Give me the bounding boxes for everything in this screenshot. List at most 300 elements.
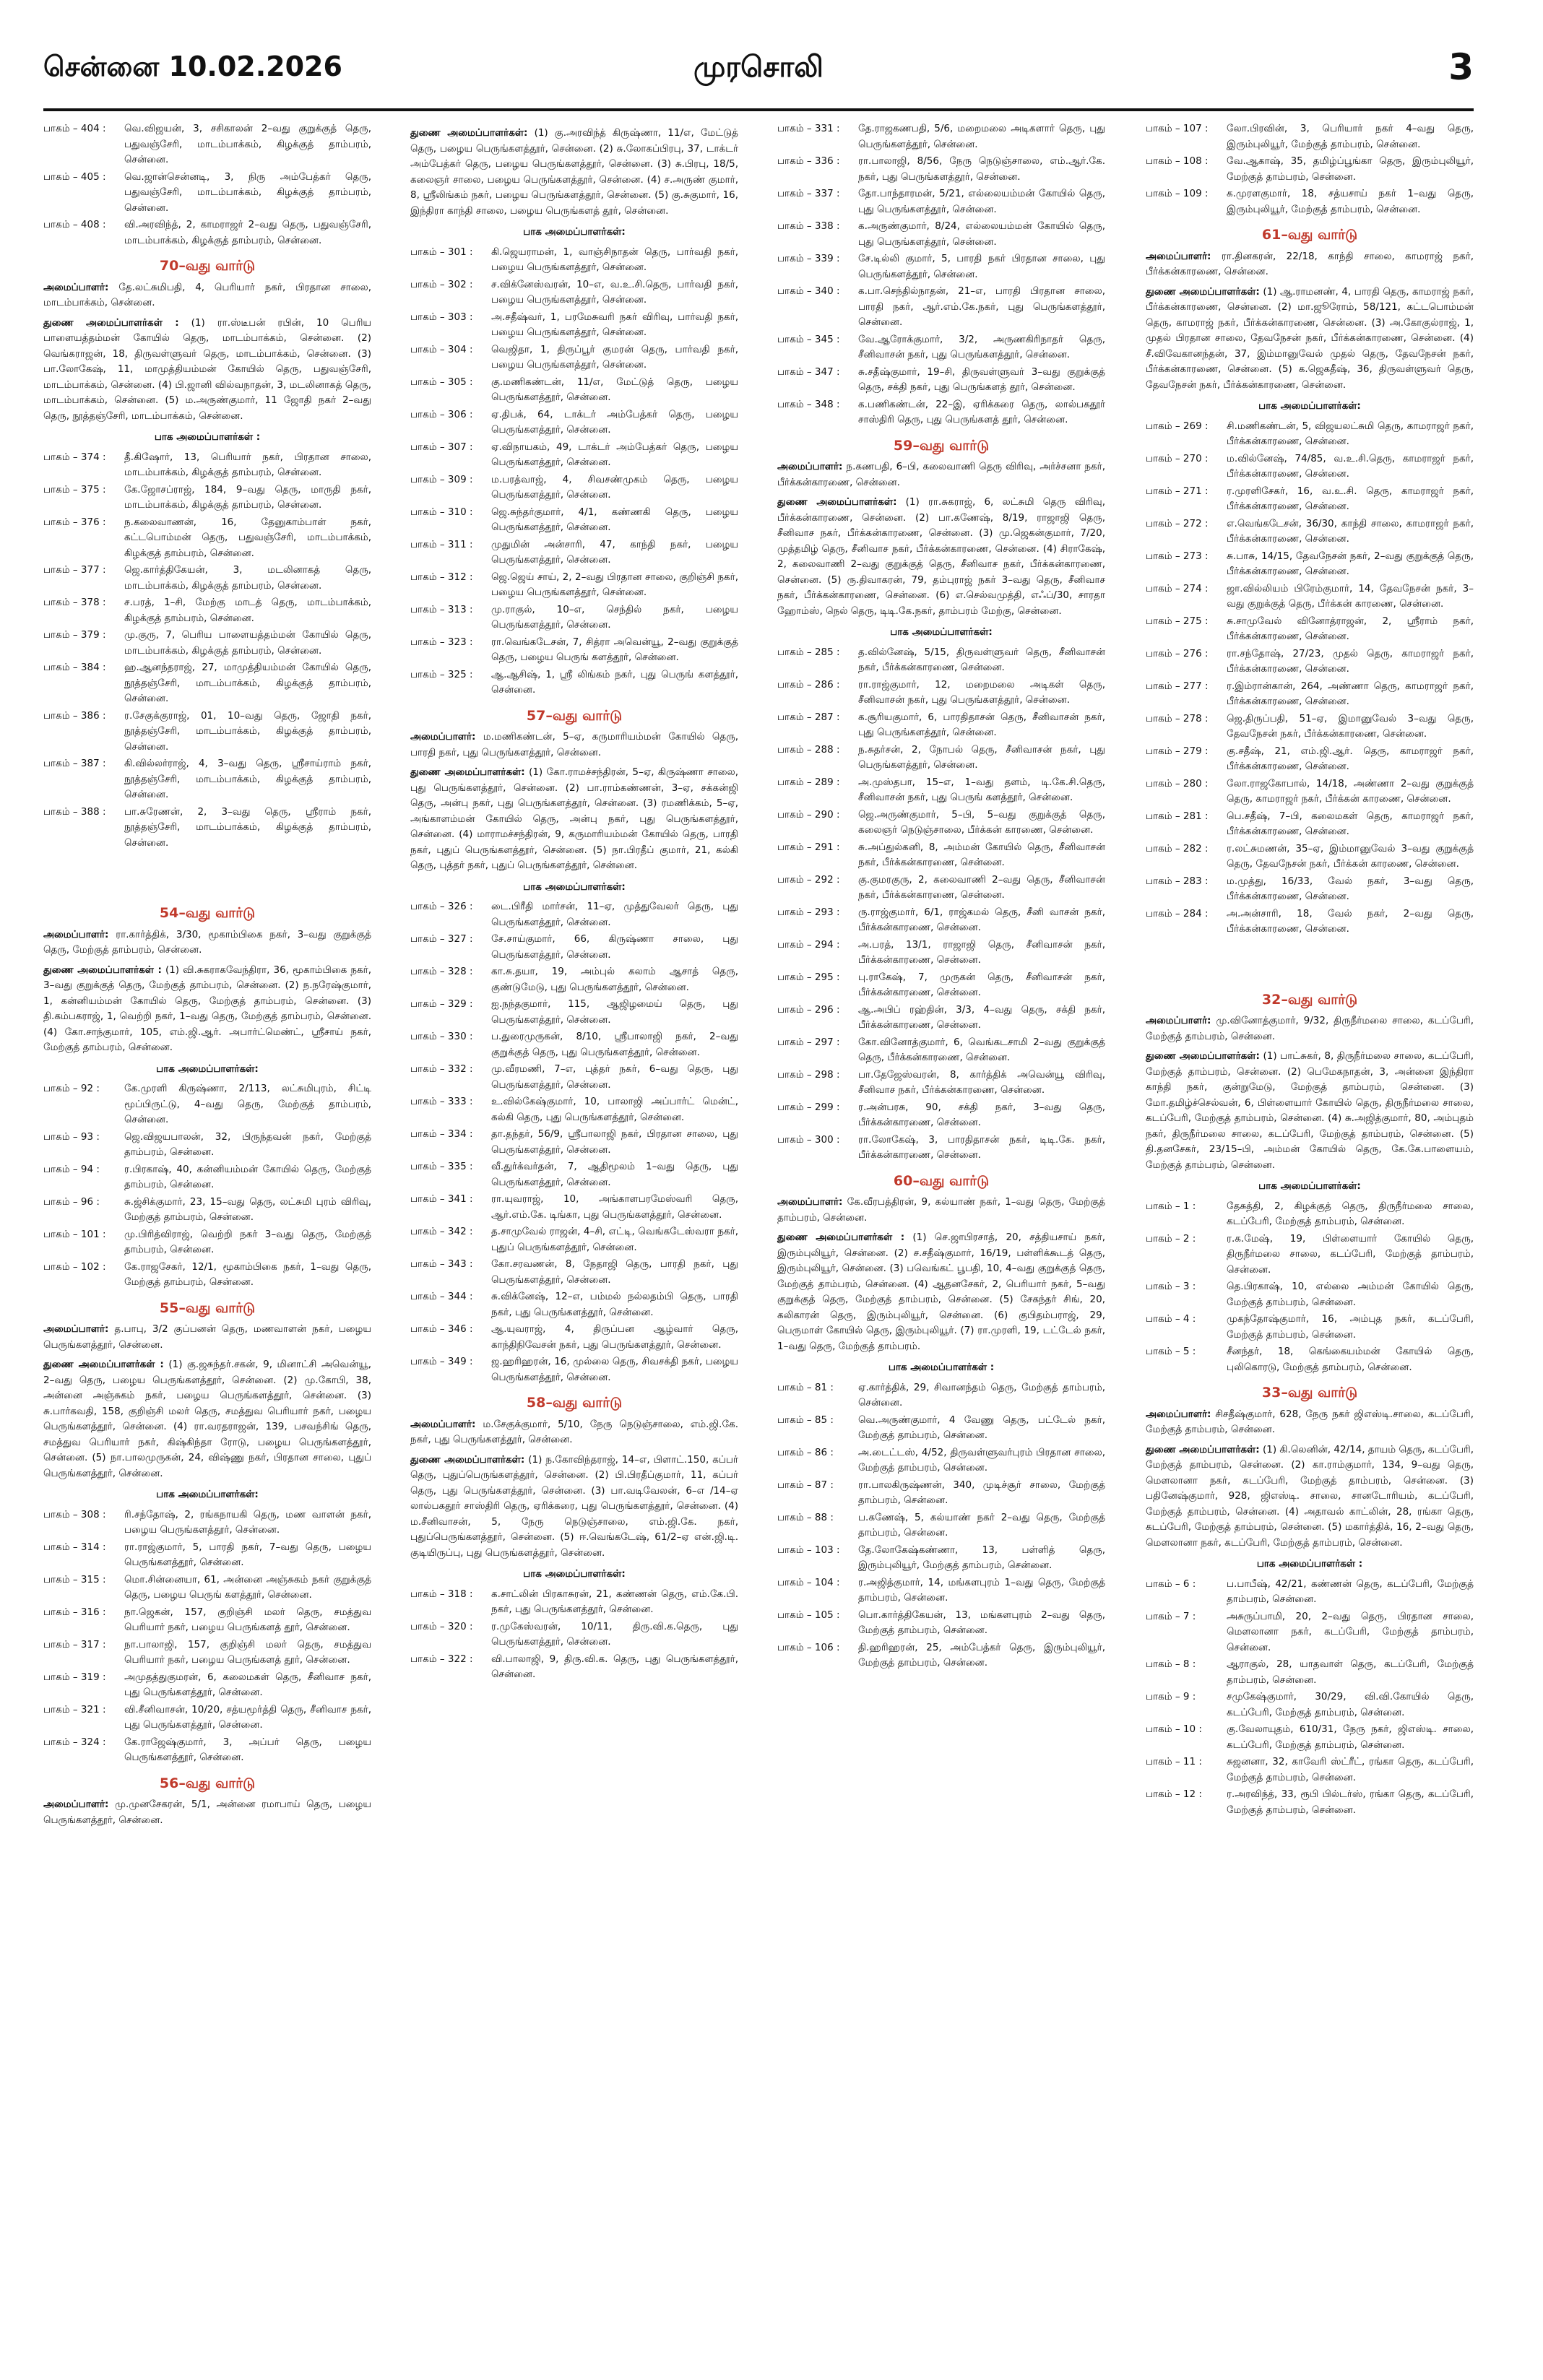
booth-number: பாகம் – 273 : [1146,550,1209,562]
booth-number: பாகம் – 291 : [777,841,840,853]
booth-address: ச.பரத், 1–சி, மேற்கு மாடத் தெரு, மாடம்பாக்கம், கிழக்குத் தாம்பரம், சென்னை. [124,597,371,624]
booth-address: ர.முகேஸ்வரன், 10/11, திரு.வி.க.தெரு, புது பெருங்களத்தூர், சென்னை. [491,1620,738,1648]
booth-number: பாகம் – 303 : [410,311,473,323]
booth-entry [1146,581,1474,613]
booth-address: அ.பரத், 13/1, ராஜாஜி தெரு, சீனிவாசன் நகர், பீர்க்கன்காரணை, சென்னை. [858,938,1105,966]
booth-address: தெ.பிரகாஷ், 10, எல்லை அம்மன் கோயில் தெரு, மேற்குத் தாம்பரம், சென்னை. [1227,1281,1474,1308]
booth-number: பாகம் – 3 : [1146,1281,1196,1292]
booth-number: பாகம் – 289 : [777,776,840,788]
booth-number: பாகம் – 338 : [777,220,840,232]
organiser-label: அமைப்பாளர்: [410,731,476,743]
column-gap [1146,939,1474,982]
booth-entry [43,563,371,594]
booth-number: பாகம் – 404 : [43,123,106,134]
section-subheading: பாக அமைப்பாளர்கள்: [156,1489,259,1500]
booth-number: பாகம் – 283 : [1146,875,1209,887]
column-1 [43,121,371,1832]
booth-number: பாகம் – 316 : [43,1606,106,1618]
booth-number: பாகம் – 349 : [410,1356,473,1367]
booth-entry [410,1192,738,1223]
booth-address: ர.க.மேஷ், 19, பிள்ளையார் கோயில் தெரு, திருநீர்மலை சாலை, கடப்பேரி, மேற்குத் தாம்பரம், சென்னை. [1227,1232,1474,1276]
booth-number: பாகம் – 87 : [777,1479,834,1491]
booth-address: ரா.யுவராஜ், 10, அங்காளபரமேஸ்வரி தெரு, ஆர்.எம்.கே. டிங்கா, புது பெருங்களத்தூர், சென்னை. [491,1193,738,1221]
booth-entry [1146,1232,1474,1278]
booth-entry [1146,614,1474,645]
booth-number: பாகம் – 327 : [410,933,473,945]
organiser-label: துணை அமைப்பாளர்கள் : [43,964,162,976]
booth-number: பாகம் – 318 : [410,1588,473,1600]
booth-number: பாகம் – 300 : [777,1133,840,1146]
newspaper-name: முரசொலி [693,51,824,84]
booth-address: ஜெ.விஜயபாலன், 32, பிருந்தவன் நகர், மேற்குத் தாம்பரம், சென்னை. [124,1130,371,1158]
booth-address: க.பணிகண்டன், 22–இ, ஏரிக்கரை தெரு, லால்பகதூர் சாஸ்திரி தெரு, புது பெருங்களத் தூர், சென்னை. [858,398,1105,425]
organiser-label: துணை அமைப்பாளர்கள்: [1146,1443,1260,1455]
booth-number: பாகம் – 290 : [777,808,840,821]
booth-entry [1146,841,1474,873]
organiser-text: மு.முனசேகரன், 5/1, அன்னை ரமாபாய் தெரு, பழைய பெருங்களத்தூர், சென்னை. [43,1799,371,1826]
organiser-text: (1) கி.லெனின், 42/14, தாயம் தெரு, கடப்பேரி, மேற்குத் தாம்பரம், சென்னை. (2) கா.ராம்குமார், 134, 9–வது தெரு, மௌலானா நகர், கடப்பேரி, மேற்குத் தாம்பரம், சென்னை. (3) பதினேஷ்குமார், 928, ஜிஎஸ்டி. சாலை, சானடோரியம், கடப்பேரி, மேற்குத் தாம்பரம், சென்னை. (4) அதாவல் காட்லின், 28, ரங்கா தெரு, கடப்பேரி, மேற்குத் தாம்பரம், சென்னை. (5) மகார்த்திக், 16, 2–வது தெரு, மௌலானா நகர், கடப்பேரி, மேற்குத் தாம்பரம், சென்னை. [1146,1443,1474,1549]
organiser-label: துணை அமைப்பாளர்கள் : [43,316,179,329]
booth-address: தே.ராஜகணபதி, 5/6, மறைமலை அடிகளார் தெரு, புது பெருங்களத்தூர், சென்னை. [858,123,1105,150]
booth-number: பாகம் – 388 : [43,805,106,818]
booth-address: வி.பாலாஜி, 9, திரு.வி.க. தெரு, புது பெருங்களத்தூர், சென்னை. [491,1653,738,1680]
booth-address: ப.கணேஷ், 5, கல்யாண் நகர் 2–வது தெரு, மேற்குத் தாம்பரம், சென்னை. [858,1511,1105,1539]
booth-number: பாகம் – 285 : [777,646,840,658]
booth-number: பாகம் – 376 : [43,516,106,528]
booth-address: ஆ.ஆசிஷ், 1, ஸ்ரீ லிங்கம் நகர், புது பெருங் களத்தூர், சென்னை. [491,668,738,696]
booth-address: ஜெ.சுந்தர்குமார், 4/1, கண்ணகி தெரு, பழைய பெருங்களத்தூர், சென்னை. [491,506,738,533]
booth-address: தோ.பாந்தாரமன், 5/21, எல்லையம்மன் கோயில் தெரு, புது பெருங்களத்தூர், சென்னை. [858,188,1105,215]
booth-address: டை.பிரீதி மார்சன், 11–ஏ, முத்துவேலர் தெரு, புது பெருங்களத்தூர், சென்னை. [491,901,738,928]
booth-number: பாகம் – 317 : [43,1638,106,1650]
booth-entry [1146,1312,1474,1343]
organiser-block [43,316,371,425]
organiser-block [1146,1442,1474,1552]
booth-number: பாகம் – 297 : [777,1036,840,1048]
booth-entry [410,472,738,503]
booth-entry [777,873,1105,904]
booth-address: க.சூரியகுமார், 6, பாரதிதாசன் தெரு, சீனிவாசன் நகர், புது பெருங்களத்தூர், சென்னை. [858,711,1105,738]
booth-number: பாகம் – 10 : [1146,1723,1202,1735]
booth-entry [777,938,1105,969]
booth-number: பாகம் – 4 : [1146,1313,1196,1325]
booth-entry [43,121,371,168]
organiser-label: துணை அமைப்பாளர்கள்: [410,766,525,778]
organiser-block [410,1453,738,1562]
ward-heading: 70–வது வார்டு [159,258,256,274]
booth-entry [1146,1689,1474,1721]
booth-address: மு.வீரமணி, 7–எ, புத்தர் நகர், 6–வது தெரு, புது பெருங்களத்தூர், சென்னை. [491,1063,738,1091]
booth-number: பாகம் – 102 : [43,1260,106,1273]
booth-address: கே.ராஜசேகர், 12/1, மூகாம்பிகை நகர், 1–வது தெரு, மேற்குத் தாம்பரம், சென்னை. [124,1260,371,1288]
booth-address: சே.சாய்குமார், 66, கிருஷ்ணா சாலை, புது பெருங்களத்தூர், சென்னை. [491,933,738,961]
booth-number: பாகம் – 348 : [777,398,840,410]
organiser-block [410,765,738,874]
organiser-label: துணை அமைப்பாளர்கள்: [1146,285,1260,298]
booth-entry [777,1478,1105,1509]
booth-entry [43,1195,371,1226]
booth-address: முதுமின் அன்சாரி, 47, காந்தி நகர், பழைய பெருங்களத்தூர், சென்னை. [491,538,738,566]
booth-number: பாகம் – 386 : [43,709,106,722]
booth-number: பாகம் – 301 : [410,246,473,258]
booth-address: நா.பாலாஜி, 157, குறிஞ்சி மலர் தெரு, சமத்துவ பெரியார் நகர், பழைய பெருங்களத் தூர், சென்னை. [124,1638,371,1666]
booth-number: பாகம் – 326 : [410,901,473,912]
booth-number: பாகம் – 107 : [1146,123,1209,134]
booth-entry [43,1081,371,1128]
booth-entry [410,1029,738,1060]
organiser-text: (1) கோ.ராமச்சந்திரன், 5–ஏ, கிருஷ்ணா சாலை, புது பெருங்களத்தூர், சென்னை. (2) பா.ராம்கண்ணன், 3–ஏ, சக்கன்ஜி தெரு, அன்பு நகர், புது பெருங்களத்தூர், சென்னை. (3) ரமணிக்கம், 5–ஏ, அங்காளம்மன் கோயில் தெரு, அன்பு நகர், புது பெருங்களத்தூர், சென்னை. (4) மாராமச்சந்திரன், 9, கருமாரியம்மன் கோயில் தெரு, பாரதி நகர், புதுப் பெருங்களத்தூர், சென்னை. (5) நா.பிரதீப் குமார், 21, கல்கி தெரு, புத்தர் நகர், புதுப் பெருங்களத்தூர், சென்னை. [410,766,738,871]
booth-address: அ.முஸ்தபா, 15–எ, 1–வது தளம், டி.கே.சி.தெரு, சீனிவாசன் நகர், புது பெருங் களத்தூர், சென்னை. [858,776,1105,803]
booth-entry [43,1260,371,1291]
booth-number: பாகம் – 93 : [43,1130,100,1143]
booth-entry [1146,711,1474,743]
booth-entry [1146,874,1474,905]
organiser-label: அமைப்பாளர்: [1146,250,1211,262]
booth-entry [43,1605,371,1636]
booth-address: ரா.வெங்கடேசன், 7, சித்ரா அவென்யூ, 2–வது குறுக்குத் தெரு, பழைய பெருங் களத்தூர், சென்னை. [491,636,738,663]
booth-address: வீ.துர்க்வர்தன், 7, ஆதிமூலம் 1–வது தெரு, புது பெருங்களத்தூர், சென்னை. [491,1161,738,1188]
booth-number: பாகம் – 278 : [1146,712,1209,724]
booth-address: க.பா.செந்தில்நாதன், 21–எ, பாரதி பிரதான சாலை, பாரதி நகர், ஆர்.எம்.கே.நகர், புது பெருங்களத்தூர், சென்னை. [858,285,1105,328]
booth-number: பாகம் – 308 : [43,1508,106,1520]
booth-entry [410,1094,738,1125]
organiser-label: அமைப்பாளர்: [1146,1015,1211,1026]
organiser-block [1146,249,1474,280]
booth-address: கே.ராஜேஷ்குமார், 3, அப்பர் தெரு, பழைய பெருங்களத்தூர், சென்னை. [124,1736,371,1763]
organiser-block [43,1322,371,1353]
organiser-text: தே.லட்சுமிபதி, 4, பெரியார் நகர், பிரதான சாலை, மாடம்பாக்கம், சென்னை. [43,281,371,308]
booth-entry [777,1608,1105,1639]
booth-number: பாகம் – 94 : [43,1163,100,1175]
booth-address: மு.ராகுல், 10–எ, செந்தில் நகர், பழைய பெருங்களத்தூர், சென்னை. [491,603,738,631]
booth-address: ஆராகுல், 28, யாதவாள் தெரு, கடப்பேரி, மேற்குத் தாம்பரம், சென்னை. [1227,1658,1474,1686]
booth-address: ர.அரவிந்த், 33, ரூபி பில்டர்ஸ், ரங்கா தெரு, கடப்பேரி, மேற்குத் தாம்பரம், சென்னை. [1227,1788,1474,1816]
booth-entry [777,154,1105,185]
booth-number: பாகம் – 11 : [1146,1756,1202,1767]
booth-entry [43,1130,371,1161]
organiser-block [1146,1407,1474,1438]
booth-address: மு.குரு, 7, பெரிய பாளையத்தம்மன் கோயில் தெரு, மாடம்பாக்கம், கிழக்குத் தாம்பரம், சென்னை. [124,629,371,657]
booth-address: ர.லட்சுமணன், 35–ஏ, இம்மானுவேல் 3–வது குறுக்குத் தெரு, தேவநேசன் நகர், பீர்க்கன் காரணை, சென்னை. [1227,842,1474,870]
organiser-text: (1) பாட்சுகர், 8, திருநீர்மலை சாலை, கடப்பேரி, மேற்குத் தாம்பரம், சென்னை. (2) பெமேகநாதன், 3, அன்னை இந்திரா காந்தி நகர், குன்றுமேடு, மேற்குத் தாம்பரம், சென்னை. (3) மோ.தமிழ்ச்செல்வன், 6, பிள்ளையார் கோயில் தெரு, திருநீர்மலை சாலை, கடப்பேரி, மேற்குத் தாம்பரம், சென்னை. (4) சு.அஜித்குமார், 80, அம்புதம் நகர், திருநீர்மலை சாலை, கடப்பேரி, மேற்குத் தாம்பரம், சென்னை. (5) தி.தனசேகர், 23/15–பி, அம்மன் கோயில் தெரு, கே.கே.பாளையம், மேற்குத் தாம்பரம், சென்னை. [1146,1050,1474,1171]
booth-number: பாகம் – 295 : [777,971,840,983]
booth-number: பாகம் – 384 : [43,662,106,673]
section-subheading: பாக அமைப்பாளர்கள்: [890,626,993,638]
column-gap [43,852,371,896]
booth-number: பாகம் – 92 : [43,1083,100,1094]
booth-entry [410,245,738,276]
booth-address: க.அருண்குமார், 8/24, எல்லையம்மன் கோயில் தெரு, புது பெருங்களத்தூர், சென்னை. [858,220,1105,248]
booth-entry [1146,516,1474,548]
booth-entry [410,505,738,536]
booth-address: கோ.சரவணன், 8, நேதாஜி தெரு, பாரதி நகர், புது பெருங்களத்தூர், சென்னை. [491,1258,738,1286]
organiser-label: துணை அமைப்பாளர்கள்: [777,496,897,508]
booth-address: கி.வில்லர்ராஜ், 4, 3–வது தெரு, ஸ்ரீசாய்ராம் நகர், நூத்தஞ்சேரி, மாடம்பாக்கம், கிழக்குத் தாம்பரம், சென்னை. [124,758,371,800]
booth-entry [777,1133,1105,1164]
booth-entry [43,805,371,852]
booth-entry [410,1587,738,1618]
booth-entry [777,1003,1105,1034]
booth-number: பாகம் – 280 : [1146,777,1209,789]
booth-entry [410,1127,738,1158]
booth-address: பொ.கார்த்திகேயன், 13, மங்களபுரம் 2–வது தெரு, மேற்குத் தாம்பரம், சென்னை. [858,1609,1105,1636]
organiser-text: (1) வி.சுகராகவேந்திரா, 36, மூகாம்பிகை நகர், 3–வது குறுக்குத் தெரு, மேற்குத் தாம்பரம், சென்னை. (2) ந.நரேஷ்குமார், 1, கன்னியம்மன் கோயில் தெரு, மேற்குத் தாம்பரம், சென்னை. (3) தி.கம்பகராஜ், 1, வெற்றி நகர், 1–வது தெரு, மேற்குத் தாம்பரம், சென்னை. (4) கோ.சாந்குமார், 105, எம்.ஜி.ஆர். அபார்ட்மெண்ட், ஸ்ரீசாய் நகர், மேற்குத் தாம்பரம், சென்னை. [43,964,371,1053]
organiser-text: (1) ஆ.ராமனண், 4, பாரதி தெரு, காமராஜ் நகர், பீர்க்கன்காரணை, சென்னை. (2) மா.ஜூரோம், 58/121, கட்டபொம்மன் தெரு, காமராஜ் நகர், பீர்க்கன்காரணை, சென்னை. (3) அ.கோகுல்ராஜ், 1, முதல் பிரதான சாலை, தேவநேசன் நகர், பீர்க்கன்காரணை, சென்னை. (4) சீ.விவேகானந்தன், 37, இம்மானுவேல் முதல் தெரு, தேவநேசன் நகர், பீர்க்கன்காரணை, சென்னை. (5) க.ஜெகதீஷ், 36, திருவள்ளுவர் தெரு, தேவநேசன் நகர், பீர்க்கன்காரணை, சென்னை. [1146,285,1474,391]
column-2 [410,121,738,1684]
booth-number: பாகம் – 314 : [43,1541,106,1553]
booth-number: பாகம் – 271 : [1146,485,1209,497]
booth-entry [1146,154,1474,185]
booth-address: ர.முரளிசேகர், 16, வ.உ.சி. தெரு, காமராஜர் நகர், பீர்க்கன்காரணை, சென்னை. [1227,485,1474,512]
organiser-block [777,459,1105,490]
organiser-label: துணை அமைப்பாளர்கள்: [1146,1050,1260,1062]
booth-entry [43,1162,371,1193]
booth-entry [410,1062,738,1093]
booth-entry [43,595,371,626]
booth-number: பாகம் – 296 : [777,1003,840,1016]
organiser-text: (1) ரா.ஸ்டீபன் ரபின், 10 பெரிய பாளையத்தம்மன் கோயில் தெரு, மாடம்பாக்கம், சென்னை. (2) வெங்கராஜன், 18, திருவள்ளுவர் தெரு, மாடம்பாக்கம், சென்னை. (3) பா.லோகேஷ், 11, மாமுத்தியம்மன் கோயில் தெரு, பதுவஞ்சேரி, மாடம்பாக்கம், சென்னை. (4) பி.ஜானி வில்வநாதன், 3, மடலினாகத் தெரு, மாடம்பாக்கம், சென்னை. (5) ம.அருண்குமார், 11 ஜோதி நகர் 2–வது தெரு, நூத்தஞ்சேரி, மாடம்பாக்கம், சென்னை. [43,316,372,422]
booth-entry [410,602,738,633]
booth-entry [1146,1199,1474,1230]
booth-address: ஏ.கார்த்திக், 29, சிவானந்தம் தெரு, மேற்குத் தாம்பரம், சென்னை. [858,1381,1105,1408]
booth-number: பாகம் – 277 : [1146,680,1209,692]
booth-number: பாகம் – 274 : [1146,582,1209,594]
booth-number: பாகம் – 103 : [777,1544,840,1556]
booth-entry [1146,809,1474,840]
booth-entry [1146,549,1474,580]
organiser-block [1146,285,1474,394]
booth-address: சுஜனனா, 32, காவேரி ஸ்ட்ரீட், ரங்கா தெரு, கடப்பேரி, மேற்குத் தாம்பரம், சென்னை. [1227,1756,1474,1783]
booth-address: வெஜிதா, 1, திருப்பூர் குமரன் தெரு, பார்வதி நகர், பழைய பெருங்களத்தூர், சென்னை. [491,343,738,371]
booth-number: பாகம் – 85 : [777,1414,834,1426]
booth-address: ஜ.ஹரிஹரன், 16, முல்லை தெரு, சிவசக்தி நகர், பழைய பெருங்களத்தூர், சென்னை. [491,1356,738,1383]
booth-number: பாகம் – 346 : [410,1323,473,1335]
booth-entry [1146,1722,1474,1753]
booth-number: பாகம் – 7 : [1146,1610,1196,1622]
section-subheading: பாக அமைப்பாளர்கள்: [1258,400,1361,412]
booth-address: கி.ஜெயராமன், 1, வாஞ்சிநாதன் தெரு, பார்வதி நகர், பழைய பெருங்களத்தூர், சென்னை. [491,246,738,273]
booth-number: பாகம் – 302 : [410,278,473,290]
booth-address: வி.அரவிந்த், 2, காமராஜர் 2–வது தெரு, பதுவஞ்சேரி, மாடம்பாக்கம், கிழக்குத் தாம்பரம், சென்னை. [124,219,371,246]
booth-number: பாகம் – 2 : [1146,1232,1196,1245]
booth-entry [43,1540,371,1571]
booth-number: பாகம் – 279 : [1146,745,1209,757]
organiser-block [43,1797,371,1828]
booth-entry [410,1619,738,1650]
booth-address: கு.வேலாயுதம், 610/31, நேரு நகர், ஜிஎஸ்டி. சாலை, கடப்பேரி, மேற்குத் தாம்பரம், சென்னை. [1227,1723,1474,1751]
booth-entry [777,1035,1105,1066]
booth-address: ந.கலைவாணன், 16, தேனுகாம்பாள் நகர், கட்டபொம்மன் தெரு, பதுவஞ்சேரி, மாடம்பாக்கம், கிழக்குத் தாம்பரம், சென்னை. [124,516,371,559]
booth-number: பாகம் – 12 : [1146,1788,1202,1800]
booth-address: வே.ஆகாஷ், 35, தமிழ்ப்பூங்கா தெரு, இரும்புலியூர், மேற்குத் தாம்பரம், சென்னை. [1227,155,1474,183]
booth-entry [410,1652,738,1683]
booth-entry [1146,1609,1474,1656]
ward-heading: 56–வது வார்டு [159,1775,256,1791]
booth-number: பாகம் – 320 : [410,1620,473,1632]
booth-entry [777,1068,1105,1099]
booth-address: த.வில்னேஷ், 5/15, திருவள்ளுவர் தெரு, சீனிவாசன் நகர், பீர்க்கன்காரணை, சென்னை. [858,646,1105,673]
booth-number: பாகம் – 276 : [1146,647,1209,659]
booth-address: கே.ஜோசப்ராஜ், 184, 9–வது தெரு, மாருதி நகர், மாடம்பாக்கம், கிழக்குத் தாம்பரம், சென்னை. [124,483,371,511]
organiser-label: அமைப்பாளர்: [410,1418,476,1430]
booth-address: ர.அஜித்குமார், 14, மங்களபுரம் 1–வது தெரு, மேற்குத் தாம்பரம், சென்னை. [858,1576,1105,1604]
booth-address: சே.டில்லி குமார், 5, பாரதி நகர் பிரதான சாலை, புது பெருங்களத்தூர், சென்னை. [858,253,1105,280]
booth-entry [1146,121,1474,152]
booth-entry [43,1735,371,1766]
booth-entry [777,710,1105,741]
booth-entry [43,450,371,481]
organiser-label: துணை அமைப்பாளர்கள் : [43,1359,164,1370]
masthead [43,46,1474,92]
ward-heading: 61–வது வார்டு [1261,227,1358,243]
booth-number: பாகம் – 405 : [43,170,106,183]
booth-entry [777,251,1105,282]
organiser-text: (1) ந.கோவிந்தராஜ், 14–எ, பிளாட்.150, கப்பர் தெரு, புதுப்பெருங்களத்தூர், சென்னை. (2) பி.பிரதீப்குமார், 11, கப்பர் தெரு, புது பெருங்களத்தூர், சென்னை. (3) பா.வடிவேலன், 6–எ /14–ஏ லால்பகதூர் சாஸ்திரி தெரு, ஏரிக்கரை, புது பெருங்களத்தூர், சென்னை. (4) ம.சீனிவாசன், 5, நேரு நெடுஞ்சாலை, எம்.ஜி.கே. நகர், புதுப்பெருங்களத்தூர், சென்னை. (5) ஈ.வெங்கடேஷ், 61/2–ஏ என்.ஜி.டி. குடியிருப்பு, புது பெருங்களத்தூர், சென்னை. [410,1453,738,1559]
organiser-block [43,280,371,311]
booth-entry [410,899,738,930]
booth-entry [777,219,1105,250]
booth-entry [777,1640,1105,1671]
booth-entry [1146,906,1474,938]
booth-number: பாகம் – 321 : [43,1703,106,1715]
ward-heading: 57–வது வார்டு [526,707,623,724]
booth-entry [410,440,738,471]
booth-entry [1146,419,1474,450]
organiser-text: ரா.கார்த்திக், 3/30, மூகாம்பிகை நகர், 3–வது குறுக்குத் தெரு, மேற்குத் தாம்பரம், சென்னை. [43,928,371,956]
section-subheading: பாக அமைப்பாளர்கள்: [523,226,626,238]
section-subheading: பாக அமைப்பாளர்கள்: [156,1063,259,1075]
booth-entry [43,660,371,707]
column-3 [777,121,1105,1673]
booth-address: ஏ.திபக், 64, டாக்டர் அம்பேத்கர் தெரு, பழைய பெருங்களத்தூர், சென்னை. [491,408,738,436]
booth-address: சு.விக்னேஷ், 12–எ, பம்மல் நல்லதம்பி தெரு, பாரதி நகர், புது பெருங்களத்தூர், சென்னை. [491,1291,738,1318]
booth-number: பாகம் – 377 : [43,564,106,576]
booth-entry [43,1572,371,1604]
booth-entry [410,964,738,995]
booth-address: ரா.ராஜ்குமார், 5, பாரதி நகர், 7–வது தெரு, பழைய பெருங்களத்தூர், சென்னை. [124,1541,371,1568]
booth-number: பாகம் – 387 : [43,758,106,769]
booth-number: பாகம் – 88 : [777,1511,834,1523]
booth-entry [410,310,738,341]
booth-address: வெ.ஜான்சென்னடி, 3, நிரு அம்பேத்கர் தெரு, பதுவஞ்சேரி, மாடம்பாக்கம், கிழக்குத் தாம்பரம், சென்னை. [124,170,371,214]
booth-address: ச.விக்னேஸ்வரன், 10–எ, வ.உ.சி.தெரு, பார்வதி நகர், பழைய பெருங்களத்தூர், சென்னை. [491,278,738,306]
booth-address: கோ.வினோத்குமார், 6, வெங்கடசாமி 2–வது குறுக்குத் தெரு, பீர்க்கன்காரணை, சென்னை. [858,1036,1105,1063]
organiser-text: மு.வினோத்குமார், 9/32, திருநீர்மலை சாலை, கடப்பேரி, மேற்குத் தாம்பரம், சென்னை. [1146,1015,1474,1042]
booth-entry [1146,186,1474,217]
booth-number: பாகம் – 333 : [410,1096,473,1107]
organiser-text: (1) கு.ஜசுந்தர்.சகன், 9, மினாட்சி அவென்யூ, 2–வது தெரு, பழைய பெருங்களத்தூர், சென்னை. (2) மு.கோபி, 38, அன்னை அஞ்சுகம் நகர், பழைய பெருங்களத்தூர், சென்னை. (3) சு.பார்கவதி, 158, குறிஞ்சி மலர் தெரு, சமத்துவ பெரியார் நகர், பழைய பெருங்களத்தூர், சென்னை. (4) ரா.வரதராஜன், 139, பசவந்சிங் தெரு, சமத்துவ பெரியார் நகர், கிஷ்கிந்தா ரோடு, பழைய பெருங்களத்தூர், சென்னை. (5) நா.பாலமுருகன், 24, விஷ்ணு நகர், பிரதான சாலை, புதுப் பெருங்களத்தூர், சென்னை. [43,1359,372,1479]
booth-entry [1146,451,1474,483]
booth-number: பாகம் – 311 : [410,538,473,550]
booth-address: கு.குமரகுரு, 2, கலைவாணி 2–வது தெரு, சீனிவாசன் நகர், பீர்க்கன்காரணை, சென்னை. [858,873,1105,901]
booth-address: தே.லோகேஷ்கண்ணா, 13, பள்ளித் தெரு, இரும்புலியூர், மேற்குத் தாம்பரம், சென்னை. [858,1544,1105,1571]
booth-number: பாகம் – 345 : [777,333,840,345]
booth-entry [410,537,738,568]
organiser-label: துணை அமைப்பாளர்கள்: [410,127,528,139]
ward-heading: 54–வது வார்டு [159,905,256,921]
booth-address: சமுகேஷ்குமார், 30/29, வி.வி.கோயில் தெரு, கடப்பேரி, மேற்குத் தாம்பரம், சென்னை. [1227,1691,1474,1718]
booth-entry [777,775,1105,806]
booth-number: பாகம் – 319 : [43,1671,106,1683]
booth-address: ம.வில்னேஷ், 74/85, வ.உ.சி.தெரு, காமராஜர் நகர், பீர்க்கன்காரணை, சென்னை. [1227,452,1474,480]
booth-address: எ.வெங்கடேசன், 36/30, காந்தி சாலை, காமராஜர் நகர், பீர்க்கன்காரணை, சென்னை. [1227,517,1474,545]
booth-entry [43,1637,371,1669]
organiser-label: அமைப்பாளர்: [43,928,109,940]
booth-address: ர.பிரகாஷ், 40, கன்னியம்மன் கோயில் தெரு, மேற்குத் தாம்பரம், சென்னை. [124,1163,371,1190]
booth-number: பாகம் – 294 : [777,938,840,951]
booth-entry [777,1445,1105,1476]
booth-address: பெ.சதீஷ், 7–பி, கலைமகள் தெரு, காமராஜர் நகர், பீர்க்கன்காரணை, சென்னை. [1227,810,1474,837]
booth-number: பாகம் – 1 : [1146,1200,1196,1212]
booth-address: தேசுத்தி, 2, கிழக்குத் தெரு, திருநீர்மலை சாலை, கடப்பேரி, மேற்குத் தாம்பரம், சென்னை. [1227,1200,1474,1227]
section-subheading: பாக அமைப்பாளர்கள்: [523,1568,626,1580]
organiser-label: அமைப்பாளர்: [1146,1408,1211,1420]
organiser-block [43,963,371,1056]
booth-number: பாகம் – 378 : [43,597,106,608]
ward-heading: 32–வது வார்டு [1261,991,1358,1008]
booth-entry [1146,1577,1474,1608]
booth-entry [410,1289,738,1320]
booth-entry [777,808,1105,839]
booth-number: பாகம் – 344 : [410,1291,473,1302]
booth-number: பாகம் – 81 : [777,1381,834,1393]
organiser-text: ம.மணிகண்டன், 5–ஏ, கருமாரியம்மன் கோயில் தெரு, பாரதி நகர், புது பெருங்களத்தூர், சென்னை. [410,731,738,758]
booth-address: ப.பாபீஷ், 42/21, கண்ணன் தெரு, கடப்பேரி, மேற்குத் தாம்பரம், சென்னை. [1227,1578,1474,1605]
booth-address: முகந்தோஷ்குமார், 16, அம்புத நகர், கடப்பேரி, மேற்குத் தாம்பரம், சென்னை. [1227,1313,1474,1341]
booth-address: சு.சாமுவேல் வினோத்ராஜன், 2, ஸ்ரீராம் நகர், பீர்க்கன்காரணை, சென்னை. [1227,615,1474,642]
booth-number: பாகம் – 292 : [777,873,840,886]
booth-number: பாகம் – 272 : [1146,517,1209,529]
booth-number: பாகம் – 315 : [43,1573,106,1585]
booth-address: கே.முரளி கிருஷ்ணா, 2/113, லட்சுமிபுரம், சிட்டி மூப்பிருட்டு, 4–வது தெரு, மேற்குத் தாம்பரம், சென்னை. [124,1083,371,1125]
ward-heading: 55–வது வார்டு [159,1299,256,1316]
booth-number: பாகம் – 328 : [410,966,473,977]
booth-address: அசுருப்பாமி, 20, 2–வது தெரு, பிரதான சாலை, மௌலானா நகர், கடப்பேரி, மேற்குத் தாம்பரம், சென்னை. [1227,1610,1474,1653]
organiser-block [410,126,738,219]
organiser-text: த.பாபு, 3/2 குப்பனன் தெரு, மணவாளன் நகர், பழைய பெருங்களத்தூர், சென்னை. [43,1323,371,1351]
booth-entry [43,170,371,217]
organiser-label: துணை அமைப்பாளர்கள்: [410,1453,525,1466]
booth-entry [43,628,371,659]
booth-address: சு.அப்துல்கனி, 8, அம்மன் கோயில் தெரு, சீனிவாசன் நகர், பீர்க்கன்காரணை, சென்னை. [858,841,1105,868]
booth-address: த.சாமுவேல் ராஜன், 4–சி, எட்டி, வெங்கடேஸ்வரா நகர், புதுப் பெருங்களத்தூர், சென்னை. [491,1226,738,1253]
booth-number: பாகம் – 323 : [410,636,473,648]
booth-number: பாகம் – 330 : [410,1031,473,1042]
booth-entry [410,342,738,373]
organiser-block [777,1230,1105,1354]
booth-number: பாகம் – 379 : [43,629,106,641]
booth-address: மொ.சின்னையா, 61, அன்னை அஞ்சுகம் நகர் குறுக்குத் தெரு, பழைய பெருங் களத்தூர், சென்னை. [124,1573,371,1601]
booth-number: பாகம் – 109 : [1146,188,1209,199]
page-number: 3 [1448,46,1474,88]
booth-address: வே.ஆரோக்குமார், 3/2, அருணகிரிநாதர் தெரு, சீனிவாசன் நகர், புது பெருங்களத்தூர், சென்னை. [858,333,1105,360]
booth-address: ஐ.நந்தகுமார், 115, ஆஜிழமைய் தெரு, புது பெருங்களத்தூர், சென்னை. [491,998,738,1026]
organiser-block [777,495,1105,619]
booth-address: சு.ஜ்சிக்குமார், 23, 15–வது தெரு, லட்சுமி புரம் விரிவு, மேற்குத் தாம்பரம், சென்னை. [124,1195,371,1223]
booth-number: பாகம் – 340 : [777,285,840,297]
booth-entry [43,1507,371,1539]
booth-entry [777,1100,1105,1131]
booth-number: பாகம் – 339 : [777,253,840,264]
booth-address: ரா.பாலாஜி, 8/56, நேரு நெடுஞ்சாலை, எம்.ஆர்.கே. நகர், புது பெருங்களத்தூர், சென்னை. [858,155,1105,183]
column-4 [1146,121,1474,1819]
booth-entry [777,1543,1105,1574]
booth-number: பாகம் – 282 : [1146,842,1209,854]
booth-entry [777,284,1105,331]
booth-entry [1146,1754,1474,1786]
booth-number: பாகம் – 281 : [1146,810,1209,822]
booth-number: பாகம் – 275 : [1146,615,1209,627]
